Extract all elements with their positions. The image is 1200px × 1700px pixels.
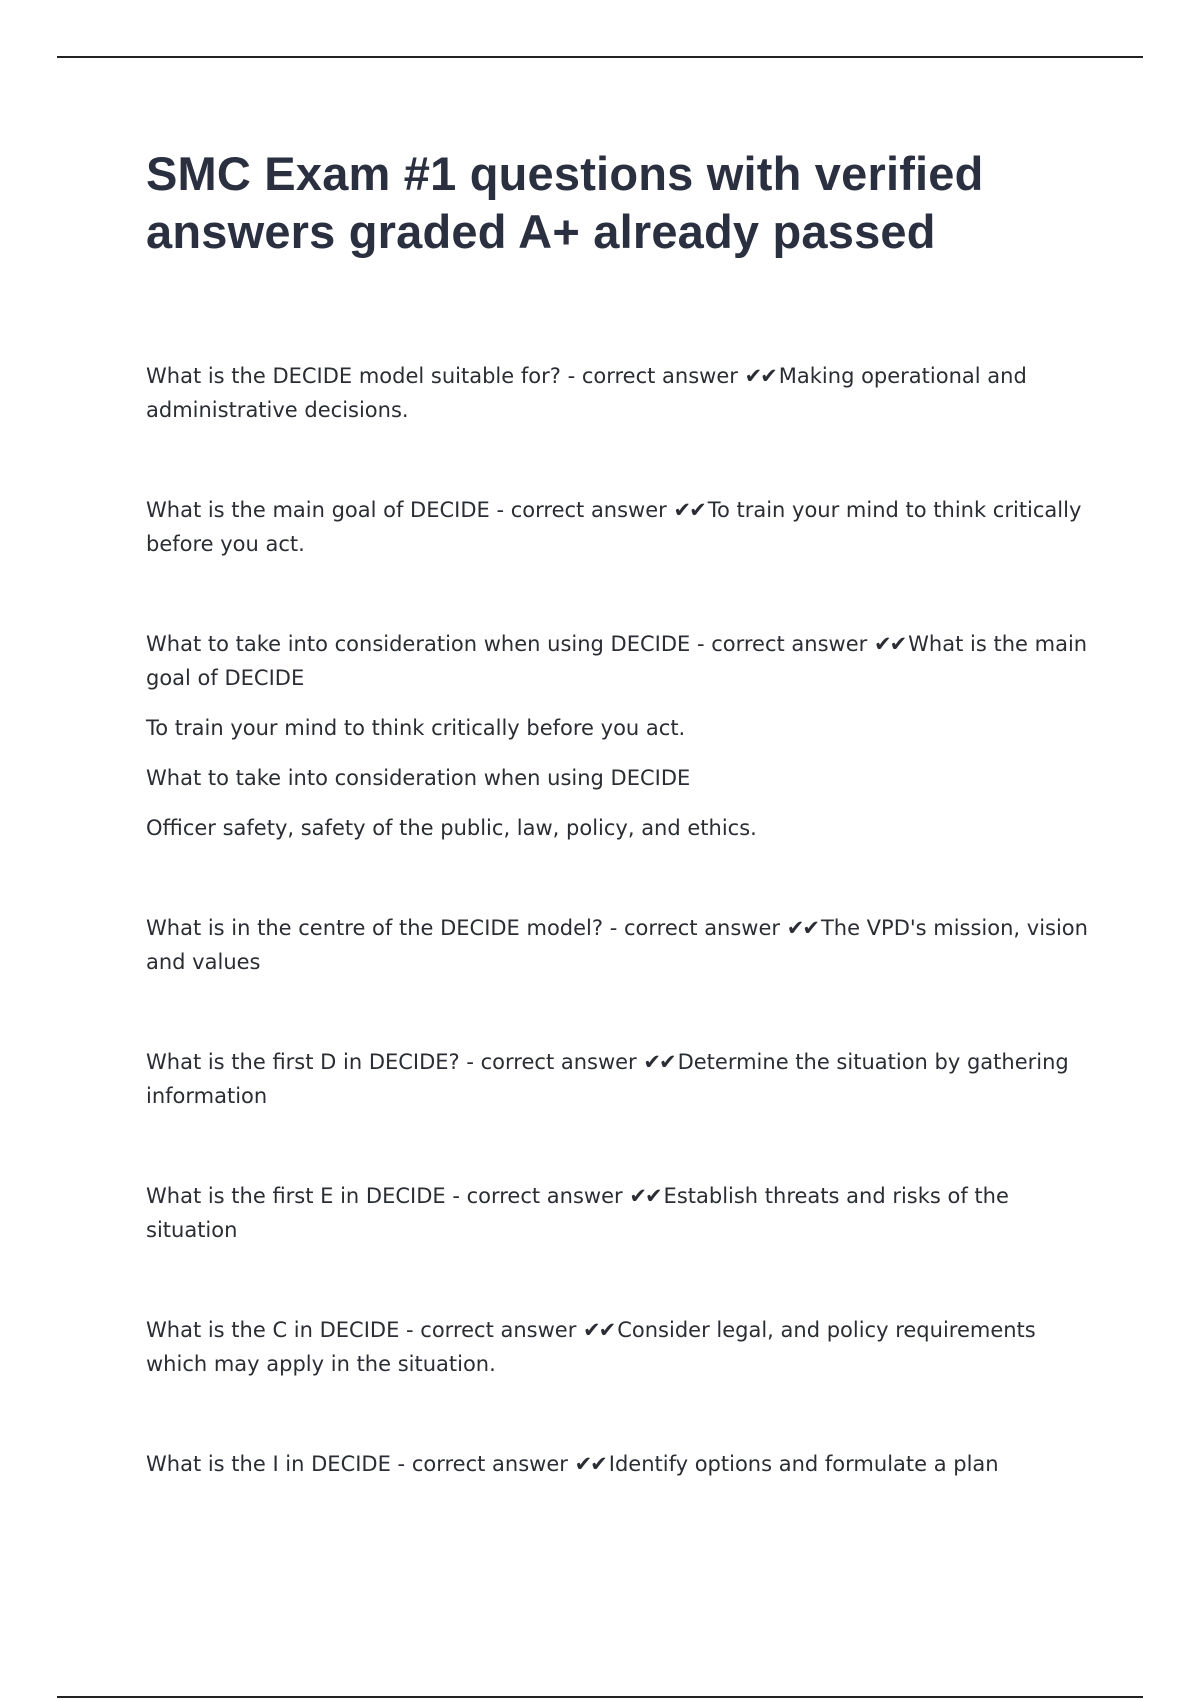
top-rule [57,56,1143,58]
double-check-icon: ✔✔ [744,364,776,388]
question-text: What is the C in DECIDE [146,1318,400,1342]
qa-item: What is the first E in DECIDE - correct answer ✔✔ Establish threats and risks of the situation [146,1184,1009,1242]
double-check-icon: ✔✔ [873,632,906,656]
answer-marker: correct answer [466,1184,623,1208]
double-check-icon: ✔✔ [786,916,818,940]
answer-text: Consider legal, and policy requirements which may apply in the situation. [146,1318,1036,1376]
qa-list [146,359,1096,1481]
double-check-icon: ✔✔ [629,1184,661,1208]
question-text: What is the first E in DECIDE [146,1184,446,1208]
question-text: What is the main goal of DECIDE [146,498,490,522]
qa-item: What to take into consideration when using DECIDE - correct answer ✔✔ What is the main goal of DECIDE To train your mind to think critically before you act. What to take into consideration when using DECIDE Officer safety, safety of the public, law, policy, and ethics. [146,627,1096,845]
question-text: What is the first D in DECIDE? [146,1050,460,1074]
document-body [146,145,1096,1547]
qa-item: What is in the centre of the DECIDE model? - correct answer ✔✔ The VPD's mission, vision and values [146,916,1088,974]
answer-marker: correct answer [411,1452,568,1476]
answer-marker: correct answer [581,364,738,388]
answer-text: Identify options and formulate a plan [608,1452,999,1476]
document-title: SMC Exam #1 questions with verified answers graded A+ already passed [146,147,984,258]
answer-marker: correct answer [510,498,667,522]
qa-item: What is the DECIDE model suitable for? - correct answer ✔✔ Making operational and administrative decisions. [146,364,1027,422]
qa-item: What is the main goal of DECIDE - correct answer ✔✔ To train your mind to think critically before you act. [146,498,1082,556]
answer-text: Establish threats and risks of the situation [146,1184,1009,1242]
answer-marker: correct answer [420,1318,577,1342]
answer-marker: correct answer [711,632,868,656]
answer-text: Making operational and administrative decisions. [146,364,1027,422]
answer-extra-line: To train your mind to think critically before you act. [146,716,686,740]
answer-text: The VPD's mission, vision and values [146,916,1088,974]
qa-item: What is the C in DECIDE - correct answer ✔✔ Consider legal, and policy requirements which may apply in the situation. [146,1318,1036,1376]
answer-continuation [146,711,1096,845]
answer-extra-line: Officer safety, safety of the public, law, policy, and ethics. [146,816,757,840]
question-text: What is the DECIDE model suitable for? [146,364,561,388]
answer-extra-line: What to take into consideration when using DECIDE [146,766,691,790]
answer-marker: correct answer [480,1050,637,1074]
double-check-icon: ✔✔ [583,1318,615,1342]
question-text: What to take into consideration when using DECIDE [146,632,691,656]
double-check-icon: ✔✔ [643,1050,675,1074]
answer-text: Determine the situation by gathering information [146,1050,1069,1108]
double-check-icon: ✔✔ [673,498,705,522]
double-check-icon: ✔✔ [574,1452,606,1476]
answer-marker: correct answer [623,916,781,940]
question-text: What is the I in DECIDE [146,1452,391,1476]
qa-item: What is the I in DECIDE - correct answer ✔✔ Identify options and formulate a plan [146,1452,999,1476]
answer-text: To train your mind to think critically before you act. [146,498,1082,556]
qa-item: What is the first D in DECIDE? - correct answer ✔✔ Determine the situation by gathering information [146,1050,1069,1108]
bottom-rule [57,1696,1143,1698]
question-text: What is in the centre of the DECIDE model? [146,916,604,940]
answer-text: What is the main goal of DECIDE [146,632,1088,690]
